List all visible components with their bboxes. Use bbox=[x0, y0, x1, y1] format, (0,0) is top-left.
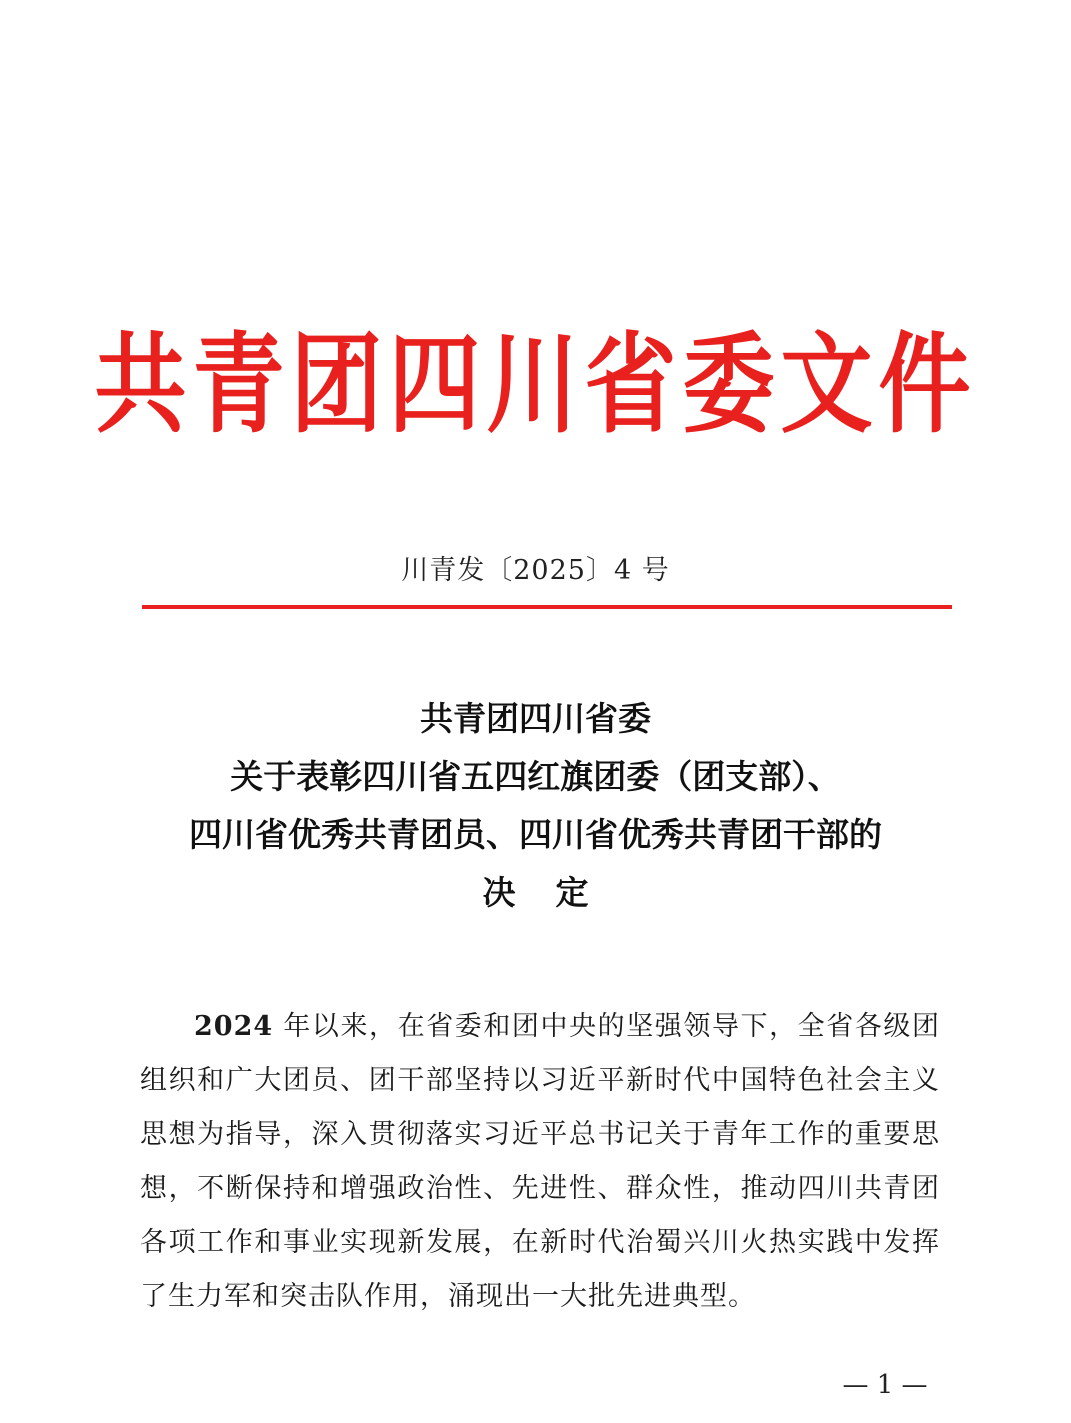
document-title bbox=[0, 690, 1071, 922]
document-masthead: 共青团四川省委文件 bbox=[94, 320, 977, 448]
red-divider-line bbox=[142, 605, 952, 609]
title-line-1: 共青团四川省委 bbox=[420, 699, 651, 738]
body-paragraph bbox=[140, 1000, 940, 1324]
title-line-3: 四川省优秀共青团员、四川省优秀共青团干部的 bbox=[189, 815, 882, 854]
body-lead-year: 2024 bbox=[194, 1011, 274, 1042]
title-line-2: 关于表彰四川省五四红旗团委（团支部）、 bbox=[230, 757, 841, 796]
document-number: 川青发〔2025〕4 号 bbox=[401, 555, 670, 586]
body-text: 年以来，在省委和团中央的坚强领导下，全省各级团组织和广大团员、团干部坚持以习近平新时代中国特色社会主义思想为指导，深入贯彻落实习近平总书记关于青年工作的重要思想，不断保持和增强政治性、先进性、群众性，推动四川共青团各项工作和事业实现新发展，在新时代治蜀兴川火热实践中发挥了生力军和突击队作用，涌现出一大批先进典型。 bbox=[140, 1011, 940, 1312]
page-number: — 1 — bbox=[842, 1370, 928, 1400]
title-line-4: 决定 bbox=[482, 873, 629, 912]
